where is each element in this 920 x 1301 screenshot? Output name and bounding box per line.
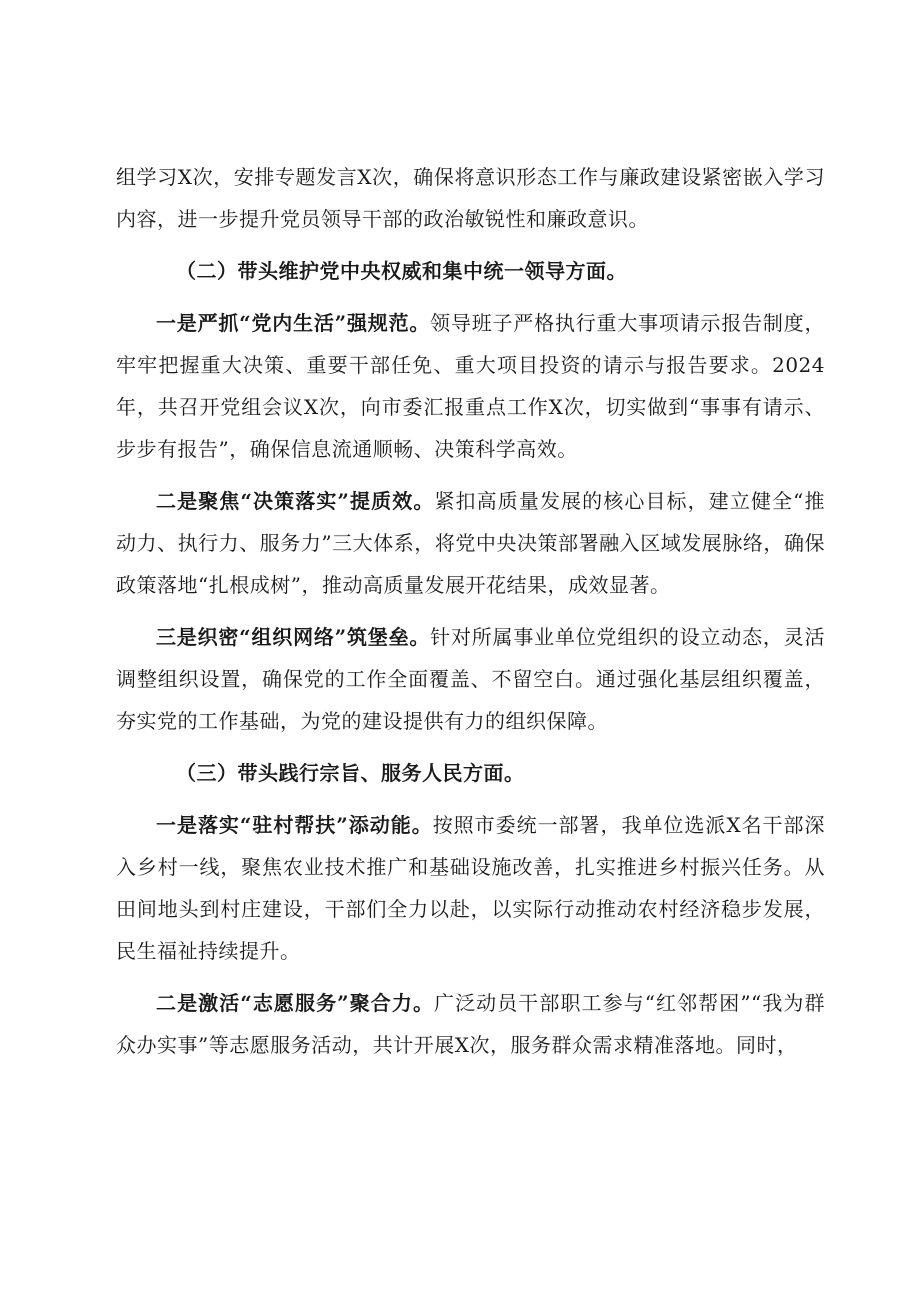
paragraph-text: 组学习X次，安排专题发言X次，确保将意识形态工作与廉政建设紧密嵌入学习内容，进一步提升党员领导干部的政治敏锐性和廉政意识。 [116, 165, 825, 231]
paragraph-item [116, 480, 825, 606]
paragraph-text: 领导班子严格执行重大事项请示报告制度，牢牢把握重大决策、重要干部任免、重大项目投资的请示与报告要求。2024年，共召开党组会议X次，向市委汇报重点工作X次，切实做到“事事有请示、步步有报告”，确保信息流通顺畅、决策科学高效。 [116, 311, 826, 461]
paragraph-text: 广泛动员干部职工参与“红邻帮困”“我为群众办实事”等志愿服务活动，共计开展X次，服务群众需求精准落地。同时， [116, 991, 825, 1057]
paragraph-item [116, 302, 825, 470]
paragraph-gap [116, 972, 825, 982]
paragraph-lead: 三是织密“组织网络”筑堡垒。 [156, 625, 431, 649]
paragraph-lead: 二是聚焦“决策落实”提质效。 [156, 489, 435, 513]
heading-text: （三）带头践行宗旨、服务人民方面。 [176, 761, 525, 785]
paragraph-item [116, 616, 825, 742]
paragraph-text: 按照市委统一部署，我单位选派X名干部深入乡村一线，聚焦农业技术推广和基础设施改善，扎实推进乡村振兴任务。从田间地头到村庄建设，干部们全力以赴，以实际行动推动农村经济稳步发展，民生福祉持续提升。 [116, 813, 825, 963]
section-heading-3 [116, 752, 825, 794]
paragraph-gap [116, 292, 825, 302]
paragraph-lead: 一是严抓“党内生活”强规范。 [156, 311, 431, 335]
paragraph-gap [116, 470, 825, 480]
paragraph-text: 针对所属事业单位党组织的设立动态，灵活调整组织设置，确保党的工作全面覆盖、不留空白。通过强化基层组织覆盖，夯实党的工作基础，为党的建设提供有力的组织保障。 [116, 625, 826, 733]
paragraph-gap [116, 240, 825, 250]
paragraph-gap [116, 794, 825, 804]
section-heading-2 [116, 250, 825, 292]
paragraph-gap [116, 742, 825, 752]
heading-text: （二）带头维护党中央权威和集中统一领导方面。 [176, 259, 627, 283]
paragraph-gap [116, 606, 825, 616]
paragraph-item [116, 982, 825, 1066]
paragraph-continuation [116, 156, 825, 240]
paragraph-text: 紧扣高质量发展的核心目标，建立健全“推动力、执行力、服务力”三大体系，将党中央决策部署融入区域发展脉络，确保政策落地“扎根成树”，推动高质量发展开花结果，成效显著。 [116, 489, 825, 597]
paragraph-lead: 二是激活“志愿服务”聚合力。 [156, 991, 435, 1015]
paragraph-item [116, 804, 825, 972]
paragraph-lead: 一是落实“驻村帮扶”添动能。 [156, 813, 433, 837]
